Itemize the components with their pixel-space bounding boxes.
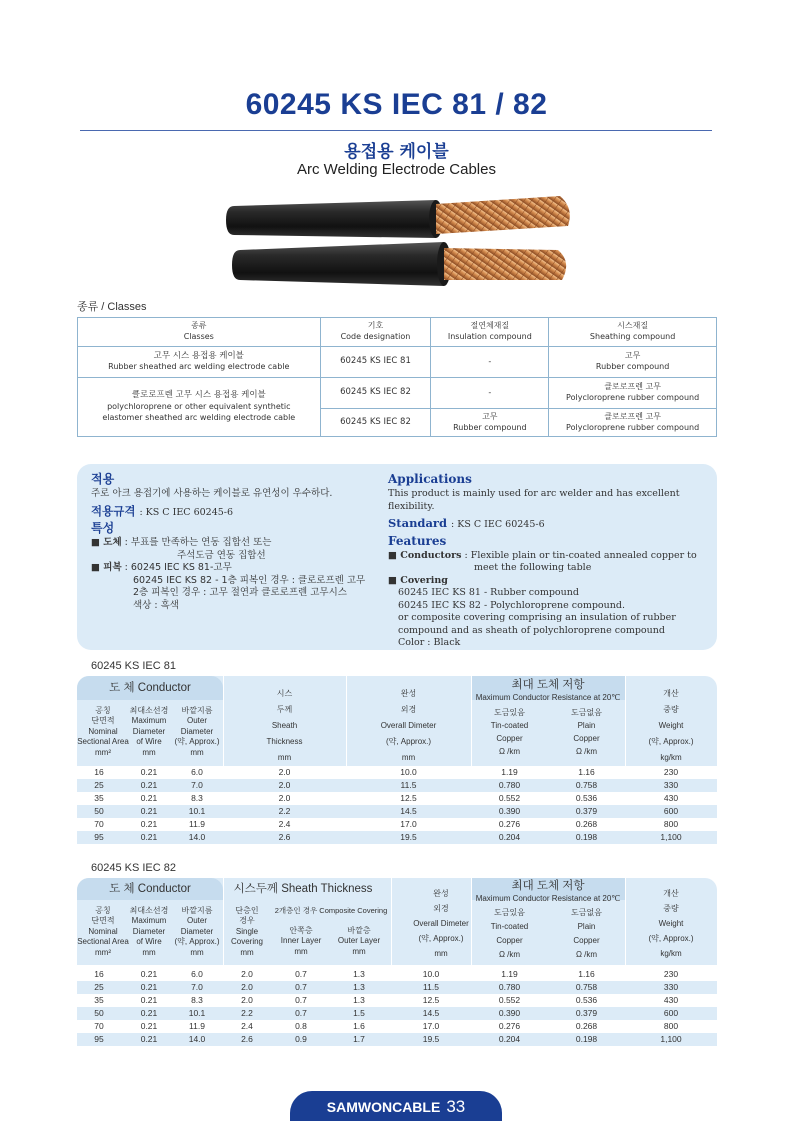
table-cell: 19.5 [422,1034,440,1044]
table-cell: 0.198 [575,832,598,842]
table-cell: 8.3 [191,793,203,803]
class-name-ko: 고무 시스 용접용 케이블 [153,350,244,361]
table-cell: 1.6 [353,1021,365,1031]
classes-label: 종류 / Classes [77,301,147,313]
class-code: 60245 KS IEC 82 [320,378,431,409]
table-cell: 0.268 [575,1021,598,1031]
col-wire: 최대소선경 Maximum Diameter of Wire mm [129,906,169,957]
table-cell: 0.7 [295,995,307,1005]
table-cell: 19.5 [400,832,417,842]
table-cell: 0.536 [575,995,598,1005]
header-classes-ko: 종류 [191,321,207,331]
table-cell: 2.0 [278,780,291,790]
page-number: 33 [446,1097,466,1116]
header-insul-en: Insulation compound [447,332,532,341]
composite-heading: 2개층인 경우 Composite Covering [274,906,388,915]
class-sheath-ko: 클로로프렌 고무 [604,382,661,392]
covering-text-ko: 색상 : 흑색 [133,599,179,611]
covering-text-en: compound and as sheath of polychloroprene compound [398,624,665,636]
classes-table [77,317,717,437]
table-cell: 0.21 [140,1008,158,1018]
class-name-en: polychloroprene or other equivalent synthetic [107,401,291,411]
table-cell: 1.3 [353,969,365,979]
table-cell: 2.0 [278,793,291,803]
table-cell: 1.16 [578,767,595,777]
table-cell: 330 [663,780,679,790]
class-insul-en: Rubber compound [453,422,527,432]
table-cell: 0.379 [575,806,598,816]
table-cell: 6.0 [191,969,203,979]
class-sheath-ko: 고무 [624,351,641,361]
col-overall: 완성 외경 Overall Dimeter (약, Approx.) mm [380,689,437,762]
conductor-label-en: ■ Conductors [388,549,462,561]
table-cell: 10.0 [400,767,417,777]
table-row [77,994,717,1007]
brand-name: SAMWONCABLE [326,1099,441,1115]
table-cell: 11.5 [423,982,439,992]
class-sheath-ko: 클로로프렌 고무 [604,411,661,421]
table-cell: 17.0 [400,819,417,829]
table-cell: 0.7 [295,969,307,979]
classes-row [78,347,717,378]
table-cell: 0.21 [140,832,158,842]
standard-heading-ko: 적용규격 [91,503,136,518]
table-cell: 0.276 [498,819,521,829]
subtitle-english: Arc Welding Electrode Cables [297,161,496,178]
table-cell: 0.21 [140,969,158,979]
table-cell: 800 [663,819,679,829]
table-cell: 600 [663,806,679,816]
table-cell: 2.6 [278,832,291,842]
table-cell: 0.758 [575,780,598,790]
cable-bottom [232,242,566,286]
app-heading-ko: 적용 [91,472,115,486]
table-cell: 10.1 [188,1008,206,1018]
table-cell: 330 [663,982,679,992]
table-cell: 430 [663,793,679,803]
table-cell: 25 [94,780,104,790]
table-cell: 1.5 [353,1008,365,1018]
table-cell: 11.5 [400,780,417,790]
table81-label: 60245 KS IEC 81 [91,660,177,672]
table-cell: 14.0 [188,1034,206,1044]
standard-en [388,517,713,532]
col-weight: 개산 중량 Weight (약, Approx.) kg/km [648,889,694,958]
covering-text-ko: : 60245 IEC KS 81-고무 [124,562,232,573]
table81 [77,676,717,854]
table-row [77,805,717,818]
table-cell: 0.204 [498,1034,521,1044]
table-cell: 2.6 [241,1034,253,1044]
table-cell: 10.1 [188,806,206,816]
table-cell: 0.390 [498,1008,521,1018]
header-insul-ko: 절연체재질 [470,321,510,331]
standard-text-en: : KS C IEC 60245-6 [451,519,545,530]
table-row [77,818,717,831]
applications-korean [91,470,391,612]
table-cell: 2.2 [241,1008,253,1018]
table82-header [77,878,717,965]
table-cell: 1,100 [660,832,682,842]
col-sheath: 시스 두께 Sheath Thickness mm [266,689,303,762]
conductor-text-en: : Flexible plain or tin-coated annealed copper to [464,549,697,561]
table-row [77,831,717,844]
table-cell: 8.3 [191,995,203,1005]
table-cell: 14.0 [188,832,206,842]
covering-text-en: 60245 IEC KS 82 - Polychloroprene compound. [398,599,625,611]
standard-heading-en: Standard [388,516,448,530]
table82-body [77,968,717,1046]
table-cell: 11.9 [189,1021,205,1031]
header-code-ko: 기호 [367,321,384,331]
table-cell: 35 [94,995,104,1005]
covering-text-ko: 60245 IEC KS 82 - 1층 피복인 경우 : 클로로프렌 고무 [133,574,366,586]
table-cell: 1.7 [353,1034,365,1044]
col-overall: 완성 외경 Overall Dimeter (약, Approx.) mm [413,889,469,958]
table-cell: 0.204 [498,832,521,842]
table-cell: 95 [94,1034,104,1044]
conductor-text-en: meet the following table [474,562,592,573]
conductor-heading: 도 체 Conductor [109,682,191,694]
col-tin: 도금있음 Tin-coated Copper Ω /km [490,908,529,959]
table-cell: 0.8 [295,1021,307,1031]
table-cell: 2.0 [241,995,253,1005]
table-cell: 11.9 [189,819,205,829]
page-footer [290,1091,502,1121]
standard-ko [91,505,391,520]
table-cell: 0.21 [140,1034,158,1044]
table-cell: 430 [663,995,679,1005]
standard-text-ko: : KS C IEC 60245-6 [139,506,234,518]
table-cell: 6.0 [191,767,203,777]
table-cell: 1.3 [353,995,365,1005]
table-cell: 2.2 [278,806,291,816]
col-inner: 안쪽층 Inner Layer mm [280,926,322,956]
table-cell: 0.379 [575,1008,598,1018]
table-cell: 2.0 [241,969,253,979]
covering-label-en: ■ Covering [388,574,448,586]
cable-illustration [222,182,582,292]
table-row [77,1033,717,1046]
table-cell: 70 [94,1021,104,1031]
table-cell: 14.5 [400,806,417,816]
class-code: 60245 KS IEC 82 [320,409,431,437]
title-divider [80,130,712,131]
table-cell: 14.5 [422,1008,440,1018]
covering-text-en: 60245 IEC KS 81 - Rubber compound [398,587,579,598]
table-cell: 0.552 [498,793,521,803]
table-cell: 0.7 [295,982,307,992]
table-cell: 230 [663,969,679,979]
table-cell: 0.21 [140,780,158,790]
class-insul: - [431,378,549,409]
subtitle-korean: 용접용 케이블 [344,142,449,162]
table-cell: 0.268 [575,819,598,829]
table-cell: 2.4 [278,819,291,829]
table-cell: 2.0 [278,767,291,777]
conductor-heading: 도 체 Conductor [109,883,191,895]
table-cell: 25 [94,982,104,992]
table-cell: 0.7 [295,1008,307,1018]
table-cell: 1.19 [501,767,518,777]
table-row [77,968,717,981]
table-cell: 0.21 [140,806,158,816]
table-cell: 0.276 [498,1021,521,1031]
table-cell: 230 [663,767,679,777]
table-cell: 800 [663,1021,679,1031]
table-cell: 17.0 [422,1021,440,1031]
table81-header [77,676,717,766]
col-plain: 도금없음 Plain Copper Ω /km [571,908,602,959]
table-cell: 1.3 [353,982,365,992]
table-cell: 16 [94,969,104,979]
covering-text-ko: 2층 피복인 경우 : 고무 절연과 클로로프렌 고무시스 [133,587,347,598]
table-cell: 50 [94,1008,104,1018]
covering-text-en: or composite covering comprising an insulation of rubber [398,612,676,623]
table-cell: 0.552 [498,995,521,1005]
header-code-en: Code designation [340,332,411,341]
classes-row [78,378,717,409]
class-insul: - [431,347,549,378]
class-sheath-en: Rubber compound [595,362,670,371]
col-tin: 도금있음 Tin-coated Copper Ω /km [490,708,529,756]
table-cell: 2.4 [241,1021,253,1031]
class-insul-ko: 고무 [482,411,498,421]
table-cell: 1,100 [660,1034,682,1044]
covering-text-en: Color : Black [398,637,461,648]
col-area: 공칭 단면적 Nominal Sectional Area mm² [77,706,129,757]
header-sheath-en: Sheathing compound [589,332,676,341]
conductor-label-ko: ■ 도체 [91,537,122,548]
table-row [77,981,717,994]
page-title: 60245 KS IEC 81 / 82 [245,88,548,121]
class-code: 60245 KS IEC 81 [320,347,431,378]
table-row [77,1007,717,1020]
table-cell: 7.0 [191,982,203,992]
features-heading-ko: 특성 [91,521,115,535]
table-cell: 16 [94,767,104,777]
table-cell: 0.21 [140,982,158,992]
covering-label-ko: ■ 피복 [91,562,122,573]
table-cell: 1.16 [578,969,595,979]
col-single: 단층인 경우 Single Covering mm [230,906,263,957]
resistance-heading: 최대 도체 저항 Maximum Conductor Resistance at 20℃ [475,679,621,702]
class-sheath-en: Polycloroprene rubber compound [566,393,700,402]
table81-body [77,766,717,844]
header-classes-en: Classes [183,332,214,341]
resistance-heading: 최대 도체 저항 Maximum Conductor Resistance at 20℃ [475,880,621,903]
conductor-text-ko: 주석도금 연동 집합선 [177,549,266,561]
table-cell: 0.21 [140,995,158,1005]
col-outer-layer: 바깥층 Outer Layer mm [337,926,381,956]
class-name-ko: 클로로프렌 고무 시스 용접용 케이블 [131,390,266,401]
app-text-en: This product is mainly used for arc welder and has excellent flexibility. [388,488,680,512]
table-cell: 0.9 [295,1034,307,1044]
table-cell: 0.21 [140,819,158,829]
table-cell: 70 [94,819,104,829]
col-plain: 도금없음 Plain Copper Ω /km [571,708,602,756]
table-cell: 0.21 [140,1021,158,1031]
table-cell: 0.780 [498,780,521,790]
table-cell: 600 [663,1008,679,1018]
table-row [77,1020,717,1033]
class-sheath-en: Polycloroprene rubber compound [566,422,700,432]
applications-panel [77,464,717,650]
table-cell: 0.198 [575,1034,598,1044]
table-cell: 0.21 [140,767,158,777]
class-name-en: Rubber sheathed arc welding electrode cable [108,362,290,372]
applications-english [388,470,713,650]
conductor-text-ko: : 부표를 만족하는 연동 집합선 또는 [124,537,272,548]
app-text-ko: 주로 아크 용접기에 사용하는 케이블로 유연성이 우수하다. [91,488,333,499]
table-cell: 0.21 [140,793,158,803]
col-wire: 최대소선경 Maximum Diameter of Wire mm [129,706,169,757]
table-cell: 95 [94,832,104,842]
table-cell: 1.19 [501,969,518,979]
features-heading-en: Features [388,533,447,548]
col-outer: 바깥지름 Outer Diameter (약, Approx.) mm [174,906,220,957]
sheath-thickness-heading: 시스두께 Sheath Thickness [233,883,373,895]
cable-top [226,196,570,238]
class-name-en: elastomer sheathed arc welding electrode cable [102,412,296,422]
col-outer: 바깥지름 Outer Diameter (약, Approx.) mm [174,706,220,757]
app-heading-en: Applications [388,472,472,486]
table-cell: 10.0 [422,969,440,979]
table-row [77,779,717,792]
table-cell: 12.5 [400,793,417,803]
table-cell: 0.536 [575,793,598,803]
table-cell: 35 [94,793,104,803]
header-sheath-ko: 시스재질 [617,321,649,331]
table82-label: 60245 KS IEC 82 [91,862,177,874]
table-cell: 0.758 [575,982,598,992]
col-weight: 개산 중량 Weight (약, Approx.) kg/km [648,689,694,762]
table-cell: 7.0 [191,780,203,790]
table-row [77,766,717,779]
table-cell: 2.0 [241,982,253,992]
table-cell: 0.390 [498,806,521,816]
col-area: 공칭 단면적 Nominal Sectional Area mm² [77,906,129,957]
table-row [77,792,717,805]
table-cell: 50 [94,806,104,816]
table82 [77,878,717,1056]
table-cell: 12.5 [422,995,440,1005]
table-cell: 0.780 [498,982,521,992]
